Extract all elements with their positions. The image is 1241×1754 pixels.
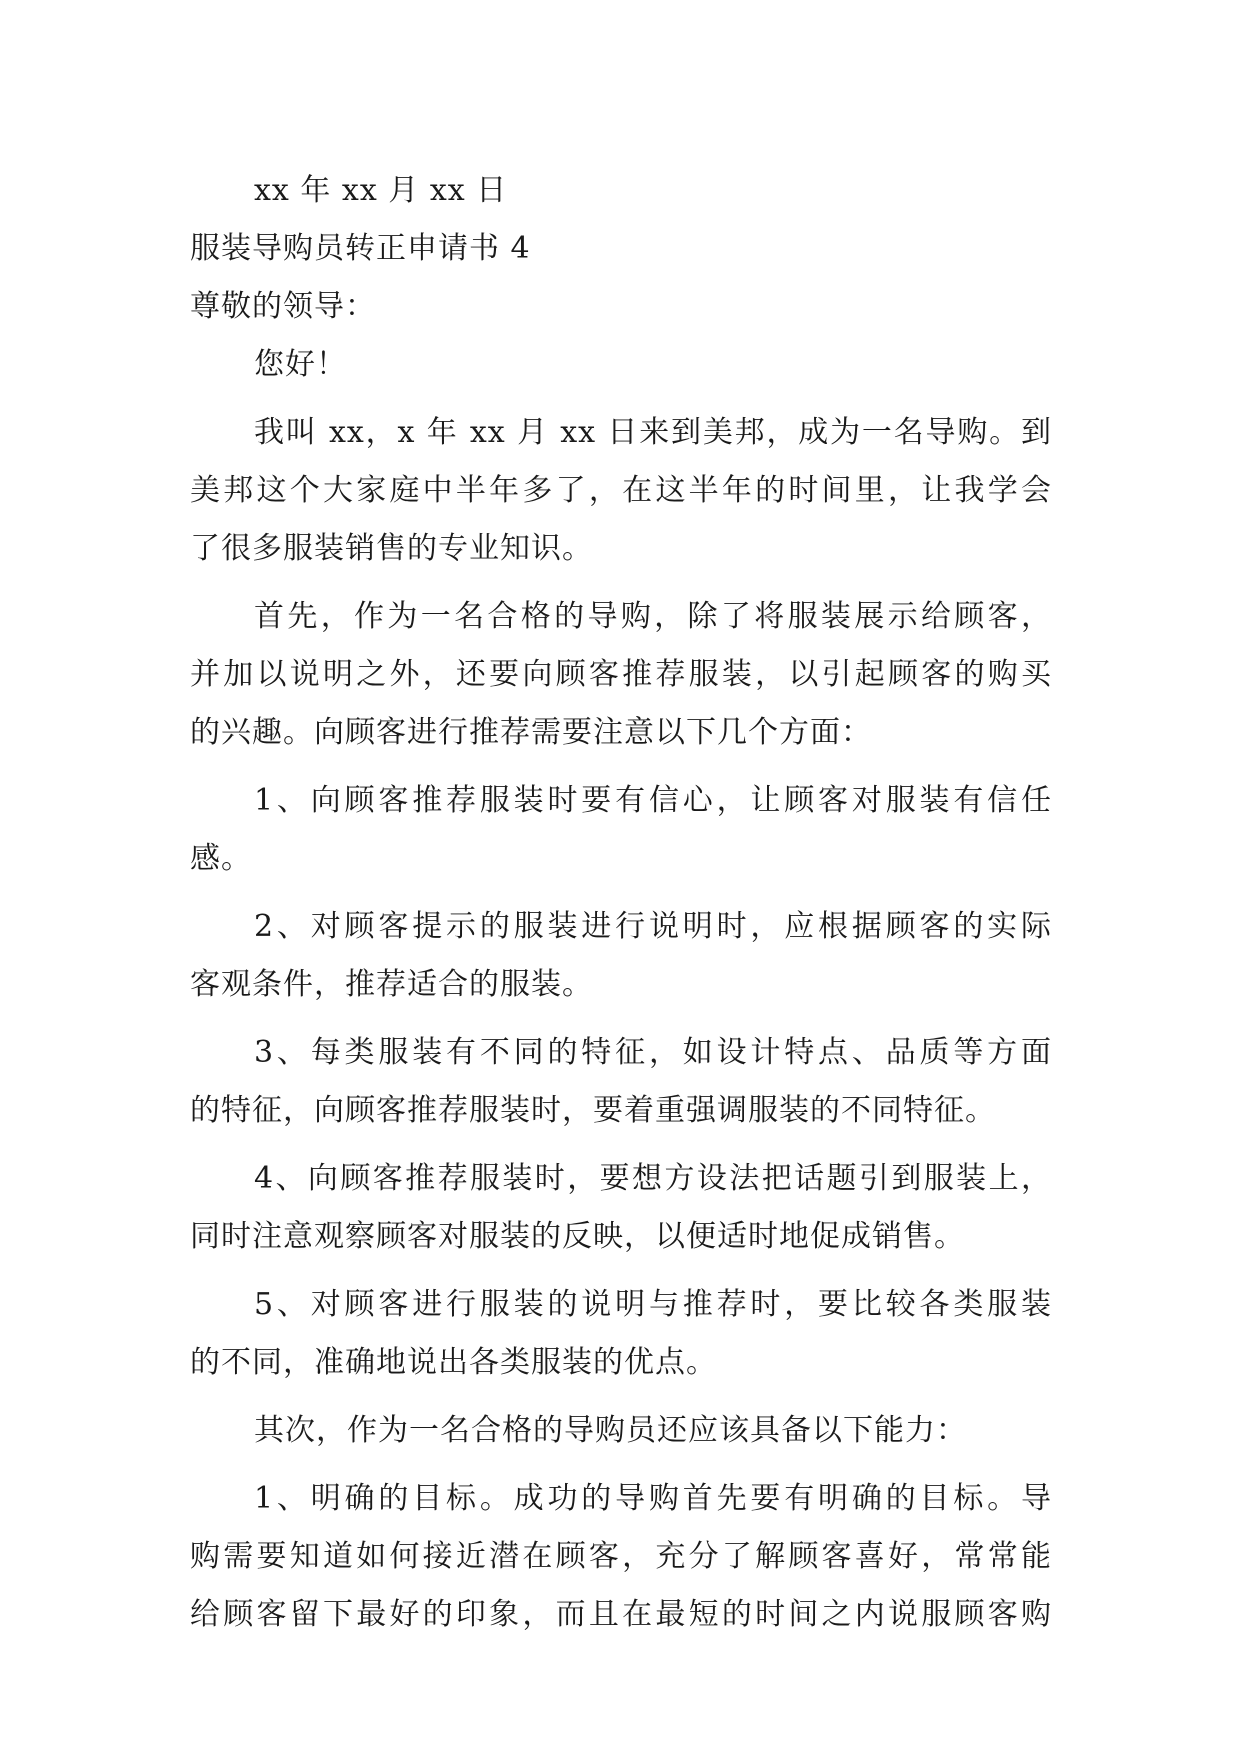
list-item-line: 2、对顾客提示的服装进行说明时，应根据顾客的实际 xyxy=(254,909,1052,944)
list-item-line: 3、每类服装有不同的特征，如设计特点、品质等方面 xyxy=(254,1035,1052,1070)
document-body xyxy=(190,162,1052,1644)
list-item-line: 客观条件，推荐适合的服装。 xyxy=(190,967,593,1002)
paragraph-line: 并加以说明之外，还要向顾客推荐服装，以引起顾客的购买 xyxy=(190,657,1052,692)
paragraph-line: 首先，作为一名合格的导购，除了将服装展示给顾客， xyxy=(254,599,1052,634)
paragraph-line: 了很多服装销售的专业知识。 xyxy=(190,531,593,566)
salutation: 尊敬的领导： xyxy=(190,289,376,324)
paragraph-line: 我叫 xx，x 年 xx 月 xx 日来到美邦，成为一名导购。到 xyxy=(254,415,1052,450)
document-title: 服装导购员转正申请书 4 xyxy=(190,231,531,266)
list-item-line: 感。 xyxy=(190,841,252,876)
date-line: xx 年 xx 月 xx 日 xyxy=(254,173,508,208)
list-item-line: 购需要知道如何接近潜在顾客，充分了解顾客喜好，常常能 xyxy=(190,1539,1052,1574)
list-item-line: 同时注意观察顾客对服装的反映，以便适时地促成销售。 xyxy=(190,1219,965,1254)
list-item-line: 1、向顾客推荐服装时要有信心，让顾客对服装有信任 xyxy=(254,783,1052,818)
list-item-line: 的特征，向顾客推荐服装时，要着重强调服装的不同特征。 xyxy=(190,1093,996,1128)
list-item-line: 4、向顾客推荐服装时，要想方设法把话题引到服装上， xyxy=(254,1161,1052,1196)
list-item-line: 5、对顾客进行服装的说明与推荐时，要比较各类服装 xyxy=(254,1287,1052,1322)
paragraph-line: 美邦这个大家庭中半年多了，在这半年的时间里，让我学会 xyxy=(190,473,1052,508)
list-item-line: 的不同，准确地说出各类服装的优点。 xyxy=(190,1345,717,1380)
greeting: 您好！ xyxy=(254,347,347,382)
list-item-line: 给顾客留下最好的印象，而且在最短的时间之内说服顾客购 xyxy=(190,1597,1052,1632)
paragraph-line: 的兴趣。向顾客进行推荐需要注意以下几个方面： xyxy=(190,715,872,750)
paragraph-line: 其次，作为一名合格的导购员还应该具备以下能力： xyxy=(254,1413,967,1448)
list-item-line: 1、明确的目标。成功的导购首先要有明确的目标。导 xyxy=(254,1481,1052,1516)
